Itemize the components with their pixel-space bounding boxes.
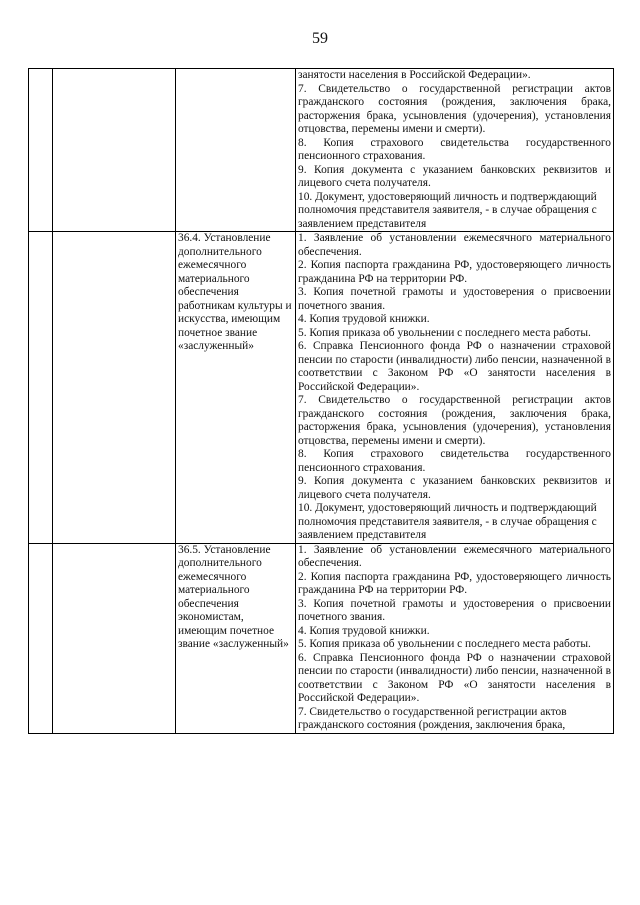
document-item: 2. Копия паспорта гражданина РФ, удостоверяющего личность гражданина РФ на территории РФ. <box>298 570 611 596</box>
recipient-cell <box>53 232 176 544</box>
services-table <box>28 68 614 734</box>
service-text: 36.4. Установление дополнительного ежемесячного материального обеспечения работникам культуры и искусства, имеющим почетное звание «заслуженный» <box>178 232 292 352</box>
document-item: 8. Копия страхового свидетельства государственного пенсионного страхования. <box>298 448 611 474</box>
document-item: 4. Копия трудовой книжки. <box>298 624 430 637</box>
documents-cell <box>296 69 614 232</box>
table-row <box>29 232 614 544</box>
document-item: 3. Копия почетной грамоты и удостоверения о присвоении почетного звания. <box>298 286 611 312</box>
service-text: 36.5. Установление дополнительного ежемесячного материального обеспечения экономистам, имеющим почетное звание «заслуженный» <box>178 543 289 650</box>
document-item: 3. Копия почетной грамоты и удостоверения о присвоении почетного звания. <box>298 597 611 623</box>
index-cell <box>29 69 53 232</box>
document-item: 6. Справка Пенсионного фонда РФ о назначении страховой пенсии по старости (инвалидности) либо пенсии, назначенной в соответствии с Законом РФ «О занятости населения в Российской Федерации». <box>298 651 611 704</box>
document-item: 5. Копия приказа об увольнении с последнего места работы. <box>298 326 591 339</box>
document-item: 6. Справка Пенсионного фонда РФ о назначении страховой пенсии по старости (инвалидности) либо пенсии, назначенной в соответствии с Законом РФ «О занятости населения в Российской Федерации». <box>298 340 611 393</box>
documents-cell <box>296 232 614 544</box>
document-item: 7. Свидетельство о государственной регистрации актов гражданского состояния (рождения, заключения брака, расторжения брака, усыновления (удочерения), установления отцовства, перемены имени и смерти). <box>298 82 611 135</box>
document-item: 9. Копия документа с указанием банковских реквизитов и лицевого счета получателя. <box>298 163 611 189</box>
document-item: 2. Копия паспорта гражданина РФ, удостоверяющего личность гражданина РФ на территории РФ. <box>298 259 611 285</box>
recipient-cell <box>53 69 176 232</box>
document-item: 10. Документ, удостоверяющий личность и подтверждающий полномочия представителя заявителя, - в случае обращения с заявлением представителя <box>298 502 597 541</box>
table-row <box>29 69 614 232</box>
document-item: 7. Свидетельство о государственной регистрации актов гражданского состояния (рождения, заключения брака, <box>298 705 567 731</box>
index-cell <box>29 543 53 733</box>
document-item: 8. Копия страхового свидетельства государственного пенсионного страхования. <box>298 136 611 162</box>
document-item: 10. Документ, удостоверяющий личность и подтверждающий полномочия представителя заявителя, - в случае обращения с заявлением представителя <box>298 190 597 230</box>
document-item: 9. Копия документа с указанием банковских реквизитов и лицевого счета получателя. <box>298 475 611 501</box>
document-item: 4. Копия трудовой книжки. <box>298 313 430 325</box>
document-item: 1. Заявление об установлении ежемесячного материального обеспечения. <box>298 232 611 258</box>
documents-cell <box>296 543 614 733</box>
document-item: 7. Свидетельство о государственной регистрации актов гражданского состояния (рождения, заключения брака, расторжения брака, усыновления (удочерения), установления отцовства, перемены имени и смерти). <box>298 394 611 447</box>
service-cell <box>176 543 296 733</box>
service-cell <box>176 69 296 232</box>
document-item: занятости населения в Российской Федерации». <box>298 69 531 81</box>
document-item: 5. Копия приказа об увольнении с последнего места работы. <box>298 638 591 650</box>
index-cell <box>29 232 53 544</box>
document-item: 1. Заявление об установлении ежемесячного материального обеспечения. <box>298 543 611 569</box>
recipient-cell <box>53 543 176 733</box>
service-cell <box>176 232 296 544</box>
page-number: 59 <box>312 30 328 47</box>
table-row <box>29 543 614 733</box>
